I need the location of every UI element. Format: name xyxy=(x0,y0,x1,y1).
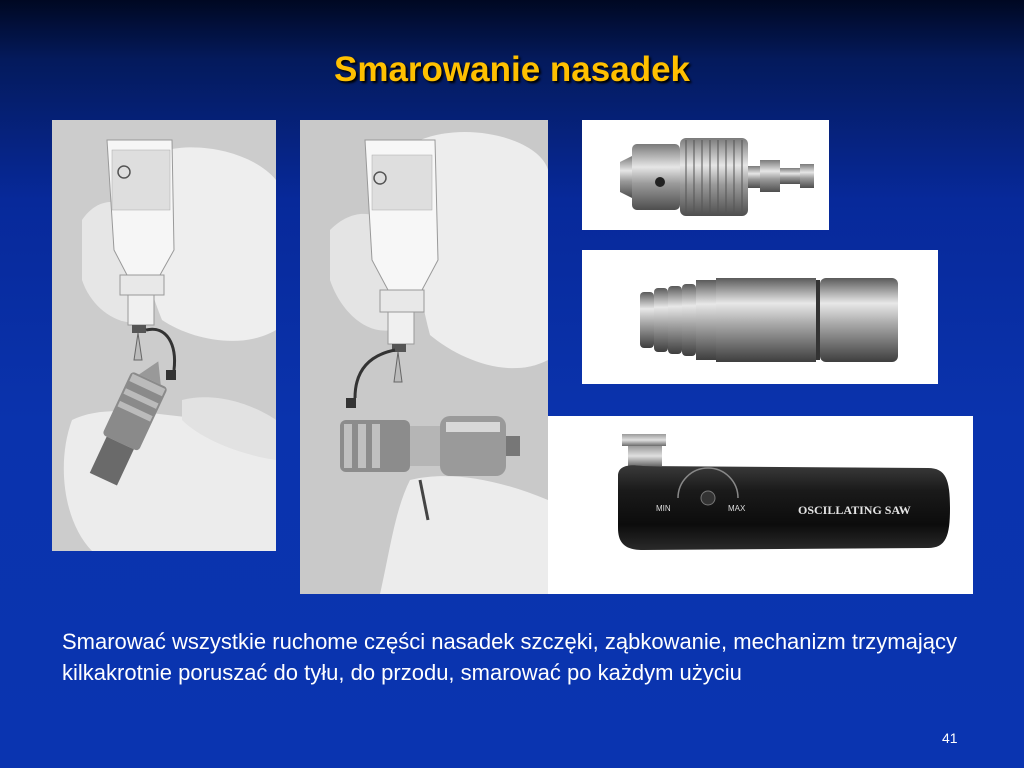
hands-oil-bottle-attachment-illustration xyxy=(300,120,548,594)
photo-cylindrical-adapter xyxy=(582,250,938,384)
cylindrical-adapter-illustration xyxy=(582,250,938,384)
oscillating-saw-illustration xyxy=(548,416,973,594)
photo-drill-chuck xyxy=(582,120,829,230)
min-label: MIN xyxy=(656,504,671,513)
slide-body-text: Smarować wszystkie ruchome części nasadek szczęki, ząbkowanie, mechanizm trzymający kilkakrotnie poruszać do tyłu, do przodu, smarować po każdym użyciu xyxy=(62,629,957,685)
photo-oscillating-saw xyxy=(548,416,973,594)
max-label: MAX xyxy=(728,504,746,513)
drill-chuck-illustration xyxy=(582,120,829,230)
hands-oil-bottle-chuck-illustration xyxy=(52,120,276,551)
saw-label: OSCILLATING SAW xyxy=(798,503,911,517)
photo-lubricating-chuck xyxy=(52,120,276,551)
slide-title: Smarowanie nasadek xyxy=(334,50,690,89)
page-number: 41 xyxy=(942,730,958,746)
photo-lubricating-attachment xyxy=(300,120,548,594)
